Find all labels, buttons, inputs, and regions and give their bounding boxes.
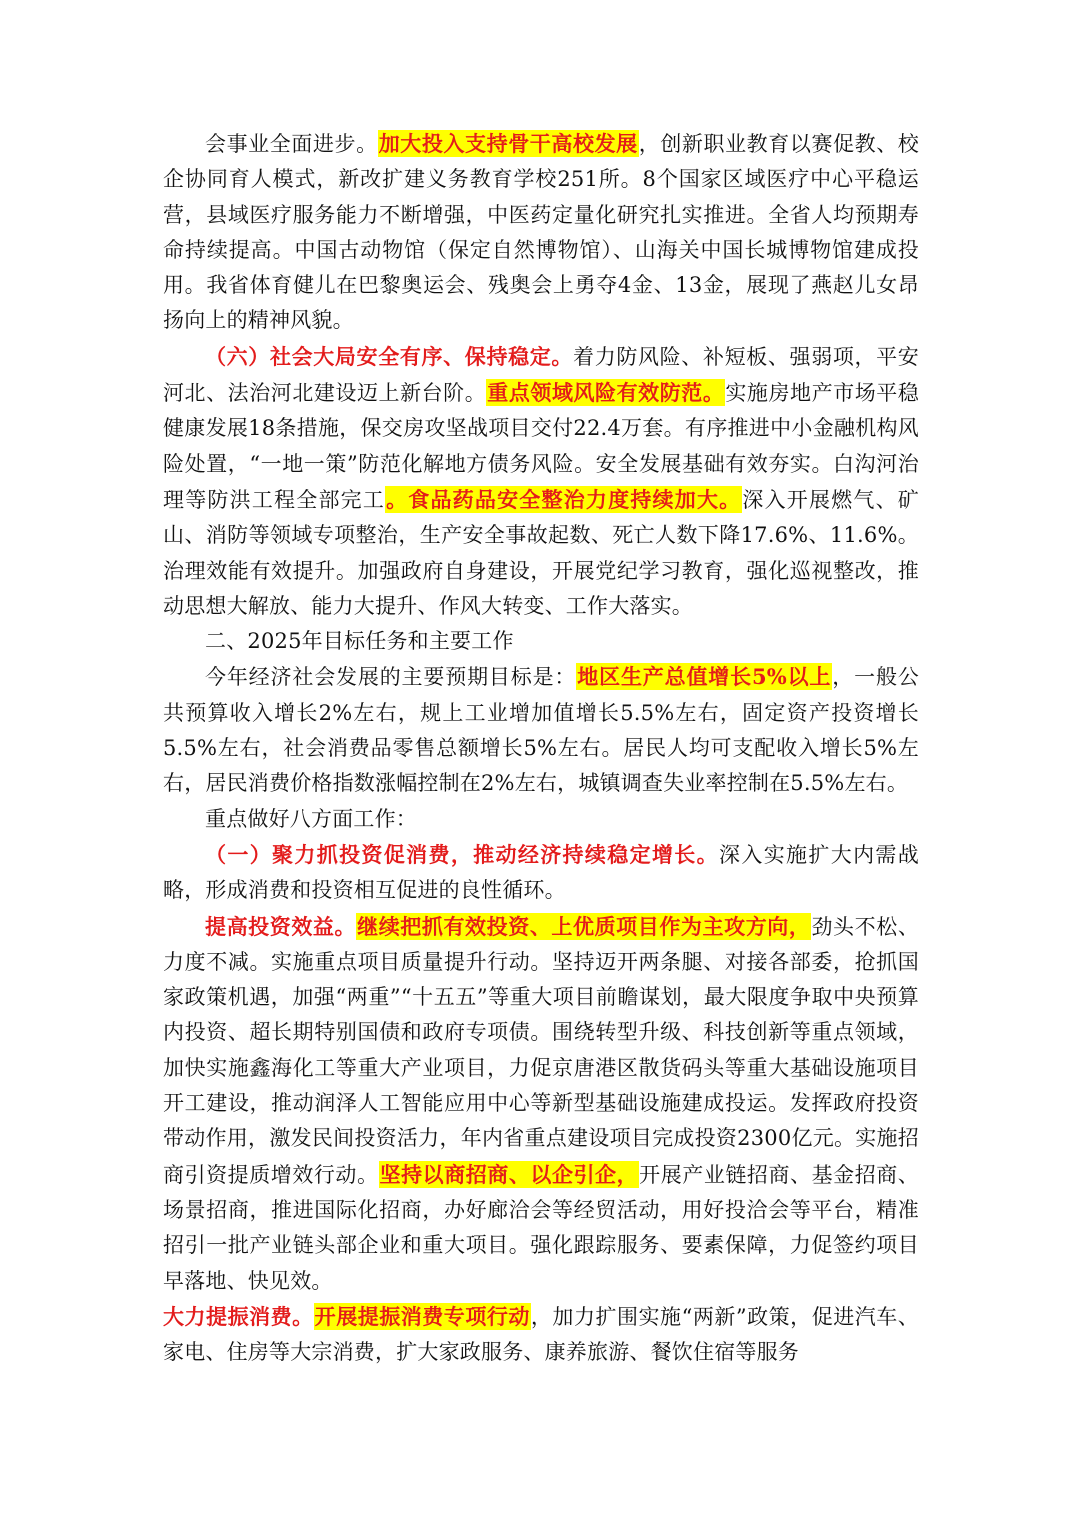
- paragraph-social-progress: [163, 126, 919, 339]
- paragraph-targets: [163, 659, 919, 801]
- highlighted-text: 加大投入支持骨干高校发展: [378, 131, 638, 156]
- paragraph-consumption: [163, 1299, 919, 1371]
- subheading-consumption: 大力提振消费。: [163, 1303, 314, 1329]
- document-body: [163, 126, 919, 1370]
- subheading-investment: 提高投资效益。: [205, 913, 357, 939]
- text-run: 深入开展燃气、矿山、消防等领域专项整治，生产安全事故起数、死亡人数下降17.6%、11.6%。治理效能有效提升。加强政府自身建设，开展党纪学习教育，强化巡视整改，推动思想大解放、能力大提升、作风大转变、工作大落实。: [163, 487, 919, 618]
- paragraph-investment-efficiency: [163, 909, 919, 1299]
- section-heading-six: （六）社会大局安全有序、保持稳定。: [205, 343, 574, 369]
- highlighted-text: 地区生产总值增长5%以上: [577, 664, 832, 690]
- highlighted-text: 继续把抓有效投资、上优质项目作为主攻方向，: [357, 913, 811, 939]
- chapter-heading-two: 二、2025年目标任务和主要工作: [205, 629, 514, 654]
- section-heading-one: （一）聚力抓投资促消费，推动经济持续稳定增长。: [205, 841, 719, 867]
- highlighted-text: 重点领域风险有效防范。: [487, 380, 725, 406]
- text-run: 开展产业链招商、基金招商、场景招商，推进国际化招商，办好廊洽会等经贸活动，用好投洽会等平台，精准招引一批产业链头部企业和重大项目。强化跟踪服务、要素保障，力促签约项目早落地、快见效。: [163, 1162, 920, 1293]
- paragraph-eight-aspects: 重点做好八方面工作：: [205, 806, 417, 831]
- highlighted-text: 开展提振消费专项行动: [314, 1303, 530, 1329]
- paragraph-investment-consumption: [163, 837, 919, 909]
- text-run: 着力防风险、补短板、强弱项，平安河北、法治河北建设迈上新台阶。: [163, 344, 919, 406]
- paragraph-safety: [163, 339, 919, 624]
- text-run: 深入实施扩大内需战略，形成消费和投资相互促进的良性循环。: [163, 842, 919, 903]
- text-run: ，创新职业教育以赛促教、校企协同育人模式，新改扩建义务教育学校251所。8个国家区域医疗中心平稳运营，县域医疗服务能力不断增强，中医药定量化研究扎实推进。全省人均预期寿命持续提高。中国古动物馆（保定自然博物馆）、山海关中国长城博物馆建成投用。我省体育健儿在巴黎奥运会、残奥会上勇夺4金、13金，展现了燕赵儿女昂扬向上的精神风貌。: [163, 132, 919, 333]
- text-run: 劲头不松、力度不减。实施重点项目质量提升行动。坚持迈开两条腿、对接各部委，抢抓国家政策机遇，加强“两重”“十五五”等重大项目前瞻谋划，最大限度争取中央预算内投资、超长期特别国债和政府专项债。围绕转型升级、科技创新等重点领域，加快实施鑫海化工等重大产业项目，力促京唐港区散货码头等重大基础设施项目开工建设，推动润泽人工智能应用中心等新型基础设施建成投运。发挥政府投资带动作用，激发民间投资活力，年内省重点建设项目完成投资2300亿元。实施招商引资提质增效行动。: [163, 914, 920, 1187]
- text-run: 实施房地产市场平稳健康发展18条措施，保交房攻坚战项目交付22.4万套。有序推进中小金融机构风险处置，“一地一策”防范化解地方债务风险。安全发展基础有效夯实。白沟河治理等防洪工程全部完工: [163, 381, 919, 512]
- text-run: 会事业全面进步。: [205, 132, 378, 156]
- text-run: ，加力扩围实施“两新”政策，促进汽车、家电、住房等大宗消费，扩大家政服务、康养旅游、餐饮住宿等服务: [163, 1304, 919, 1365]
- text-run: ，一般公共预算收入增长2%左右，规上工业增加值增长5.5%左右，固定资产投资增长5.5%左右，社会消费品零售总额增长5%左右。居民人均可支配收入增长5%左右，居民消费价格指数涨幅控制在2%左右，城镇调查失业率控制在5.5%左右。: [163, 665, 919, 796]
- text-run: 今年经济社会发展的主要预期目标是：: [205, 665, 577, 690]
- highlighted-text: 。食品药品安全整治力度持续加大。: [386, 486, 742, 512]
- highlighted-text: 坚持以商招商、以企引企，: [379, 1161, 639, 1187]
